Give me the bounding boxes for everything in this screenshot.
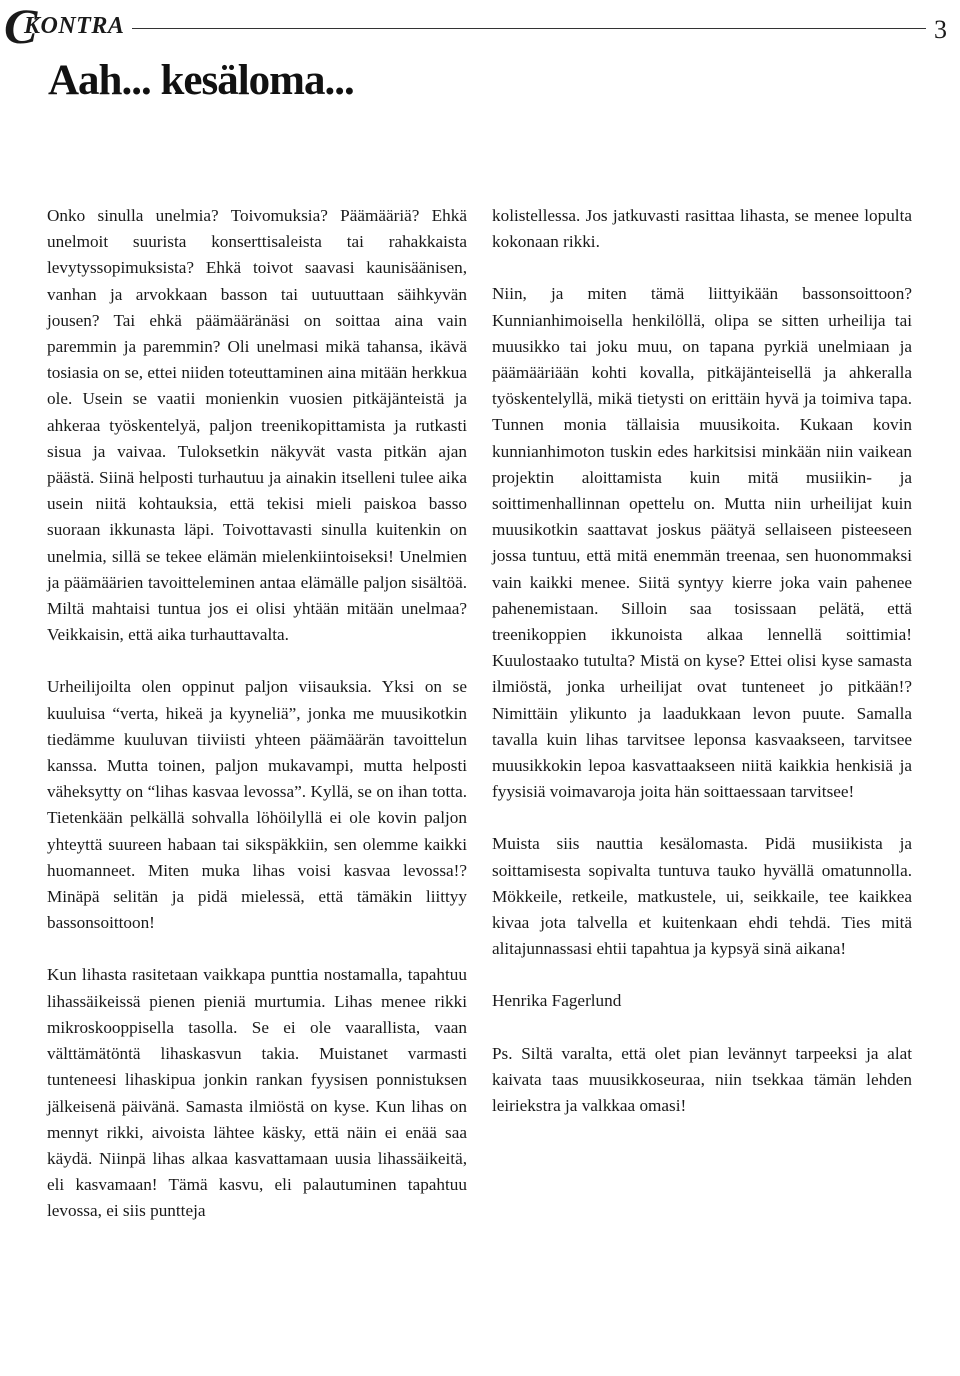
kontra-logo <box>4 0 144 54</box>
paragraph: Urheilijoilta olen oppinut paljon viisauksia. Yksi on se kuuluisa “verta, hikeä ja kyyneliä”, jonka me muusikotkin tiedämme kuuluvan tiiviisti yhteen päämäärän tavoittelun kanssa. Mutta toinen, paljon mukavampi, mutta helposti väheksytty on “lihas kasvaa levossa”. Kyllä, se on ihan totta. Tietenkään pelkällä sohvalla löhöilyllä ei ole kovin paljon yhteyttä suureen habaan tai sikspäkkiin, sen olemme kaikki huomanneet. Miten muka lihas voisi kasvaa levossa!? Minäpä selitän ja pidä mielessä, että tämäkin liittyy bassonsoittoon! <box>47 677 467 933</box>
paragraph: Onko sinulla unelmia? Toivomuksia? Päämääriä? Ehkä unelmoit suurista konserttisaleista tai rahakkaista levytyssopimuksista? Ehkä toivot saavasi kaunisäänisen, vanhan ja arvokkaan basson tai uutuuttaan säihkyvän jousen? Tai ehkä päämääränäsi on soittaa aina vain paremmin ja paremmin? Oli unelmasi mikä tahansa, ikävä tosiasia on se, ettei niiden toteuttaminen aina mitään herkkua ole. Usein se vaatii monienkin vuosien pitkäjänteistä ja ahkeraa työskentelyä, paljon treenikopittamista ja rutkasti sisua ja vaivaa. Tuloksetkin näkyvät vasta pitkän ajan päästä. Siinä helposti turhautuu ja ainakin itselleni tulee aika usein niitä kohtauksia, että tekisi mieli paiskoa basso suoraan ikkunasta läpi. Toivottavasti sinulla kuitenkin on unelmia, sillä se tekee elämän mielenkiintoiseksi! Unelmien ja päämäärien tavoitteleminen antaa elämälle paljon sisältöä. Miltä mahtaisi tuntua jos ei olisi yhtään mitään unelmaa? Veikkaisin, että aika turhauttavalta. <box>47 206 467 645</box>
header-rule <box>132 28 926 29</box>
right-column <box>492 203 912 1145</box>
paragraph: kolistellessa. Jos jatkuvasti rasittaa lihasta, se menee lopulta kokonaan rikki. <box>492 206 912 252</box>
article-title: Aah... kesäloma... <box>48 57 354 104</box>
paragraph: Muista siis nauttia kesälomasta. Pidä musiikista ja soittamisesta sopivalta tuntuva tauko hyvällä omatunnolla. Mökkeile, retkeile, matkustele, ui, seikkaile, tee kaikkea kivaa jota talvella et kuitenkaan ehdi tehdä. Ties mitä alitajunnassasi ehtii tapahtua ja kypsyä sinä aikana! <box>492 834 912 959</box>
paragraph: Kun lihasta rasitetaan vaikkapa punttia nostamalla, tapahtuu lihassäikeissä pienen pieniä murtumia. Lihas menee rikki mikroskooppisella tasolla. Se ei ole vaarallista, vaan välttämätöntä lihaskasvun takia. Muistanet varmasti tunteneesi lihaskipua jonkin rankan fyysisen ponnistuksen jälkeisenä päivänä. Samasta ilmiöstä on kyse. Kun lihas on mennyt rikki, aivoista lähtee käsky, että näin ei enää saa käydä. Niinpä lihas alkaa kasvattamaan uusia lihassäikeitä, eli kasvamaan! Tämä kasvu, eli palautuminen tapahtuu levossa, ei siis puntteja <box>47 965 467 1221</box>
paragraph: Niin, ja miten tämä liittyikään bassonsoittoon? Kunnianhimoisella henkilöllä, olipa se sitten urheilija tai muusikko tai joku muu, on tapana pyrkiä unelmiaan ja päämääriään kohti kovalla, pitkäjänteisellä ja ahkeralla työskentelyllä, mikä tietysti on erittäin hyvä ja toimiva tapa. Tunnen monia tällaisia muusikoita. Kukaan kovin kunnianhimoton tuskin edes harkitsisi minkään niin vaikean projektin aloittamista kuin mitä musiikin- ja soittimenhallinnan opettelu on. Mutta niin urheilijat kuin muusikotkin saattavat joskus päätyä sellaiseen pisteeseen jossa tuntuu, että mitä enemmän treenaa, sen huonommaksi vain kaikki menee. Siitä syntyy kierre joka vain pahenee pahenemistaan. Silloin saa tosissaan pelätä, että treenikoppien ikkunoista alkaa lennellä soittimia! Kuulostaako tutulta? Mistä on kyse? Ettei olisi kyse samasta ilmiöstä, jonka urheilijat ovat tunteneet jo pitkään!? Nimittäin ylikunto ja laadukkaan levon puute. Samalla tavalla kuin lihas tarvitsee leponsa kasvaakseen, tarvitsee muusikkokin lepoa kasvattaakseen niitä kaikkia henkisiä ja fyysisiä voimavaroja joita hän soittaessaan tarvitsee! <box>492 284 912 802</box>
page-header <box>0 0 960 60</box>
left-column <box>47 203 467 1251</box>
page-number: 3 <box>934 15 947 44</box>
postscript: Ps. Siltä varalta, että olet pian levännyt tarpeeksi ja alat kaivata taas muusikkoseuraa, niin tsekkaa tämän lehden leiriekstra ja valkkaa omasi! <box>492 1043 912 1116</box>
logo-letter: C <box>4 0 36 54</box>
logo-text: KONTRA <box>24 13 125 39</box>
author-signature: Henrika Fagerlund <box>492 991 622 1011</box>
